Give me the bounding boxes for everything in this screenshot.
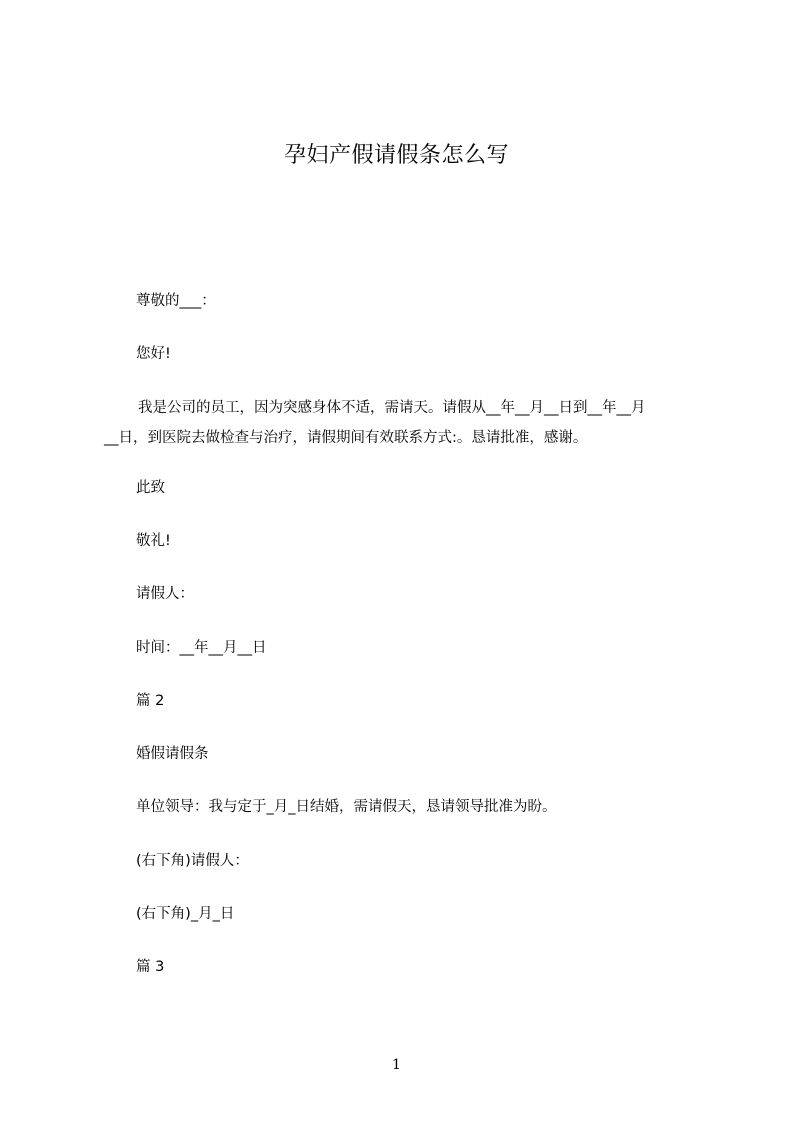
document-title: 孕妇产假请假条怎么写 [283,143,509,168]
closing-line-2: 敬礼! [136,533,171,549]
body-line-1 [104,393,704,423]
greeting: 您好! [136,346,171,362]
page-number: 1 [392,1057,401,1073]
section-3-heading: 篇 3 [136,959,165,975]
date-line: 时间：__年__月__日 [136,640,267,656]
marriage-applicant-line: (右下角)请假人： [136,853,249,869]
body-paragraph [104,393,704,453]
applicant-line: 请假人： [136,586,194,602]
closing-line-1: 此致 [136,480,165,496]
body-line-1-text: 我是公司的员工，因为突感身体不适，需请天。请假从__年__月__日到__年__月 [138,400,646,416]
marriage-leave-title: 婚假请假条 [136,746,209,762]
marriage-leave-body: 单位领导：我与定于_月_日结婚，需请假天，恳请领导批准为盼。 [136,799,557,815]
body-line-2: __日，到医院去做检查与治疗，请假期间有效联系方式:。恳请批准，感谢。 [104,430,588,446]
salutation: 尊敬的___： [136,293,216,309]
marriage-date-line: (右下角)_月_日 [136,906,235,922]
section-2-heading: 篇 2 [136,693,165,709]
